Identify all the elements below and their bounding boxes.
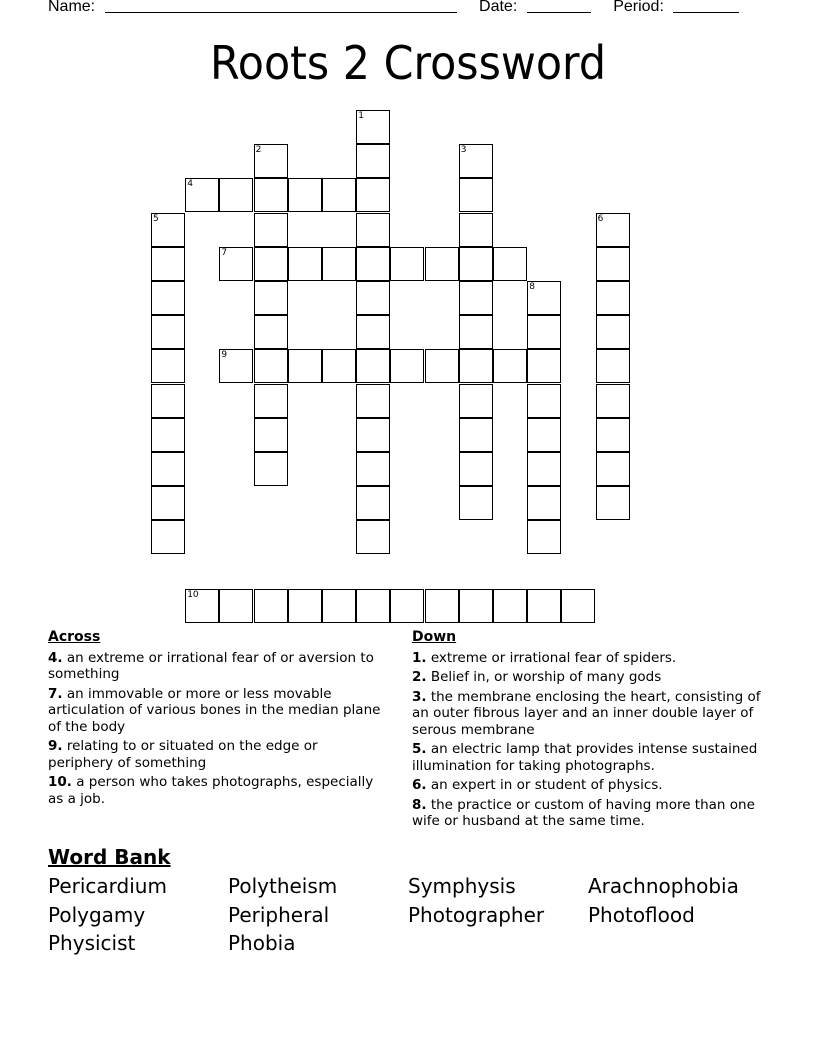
crossword-cell[interactable] xyxy=(151,281,185,315)
across-clues xyxy=(48,629,383,810)
clue-across-4 xyxy=(48,650,383,683)
crossword-cell[interactable] xyxy=(254,247,288,281)
crossword-cell[interactable] xyxy=(596,486,630,520)
word-bank-item: Symphysis xyxy=(408,874,516,898)
crossword-cell[interactable] xyxy=(254,349,288,383)
crossword-cell[interactable] xyxy=(322,247,356,281)
crossword-cell[interactable] xyxy=(459,144,493,178)
crossword-cell[interactable] xyxy=(527,452,561,486)
crossword-cell[interactable] xyxy=(356,418,390,452)
crossword-cell[interactable] xyxy=(322,349,356,383)
word-bank-item: Physicist xyxy=(48,931,136,955)
crossword-cell[interactable] xyxy=(425,349,459,383)
word-bank-item: Polygamy xyxy=(48,903,146,927)
cell-number: 10 xyxy=(187,589,199,600)
crossword-cell[interactable] xyxy=(459,315,493,349)
crossword-cell[interactable] xyxy=(185,589,219,623)
clue-down-2 xyxy=(412,669,772,686)
cell-number: 6 xyxy=(597,213,604,224)
cell-number: 7 xyxy=(221,247,228,258)
crossword-cell[interactable] xyxy=(288,178,322,212)
crossword-cell[interactable] xyxy=(596,384,630,418)
crossword-cell[interactable] xyxy=(288,349,322,383)
word-bank-item: Pericardium xyxy=(48,874,167,898)
crossword-cell[interactable] xyxy=(322,589,356,623)
cell-number: 4 xyxy=(187,179,193,190)
crossword-cell[interactable] xyxy=(151,520,185,554)
crossword-cell[interactable] xyxy=(151,213,185,247)
crossword-cell[interactable] xyxy=(254,452,288,486)
crossword-cell[interactable] xyxy=(527,418,561,452)
crossword-cell[interactable] xyxy=(151,452,185,486)
crossword-cell[interactable] xyxy=(596,247,630,281)
crossword-cell[interactable] xyxy=(390,589,424,623)
word-bank-item: Photoflood xyxy=(588,903,695,927)
clue-down-8 xyxy=(412,797,772,830)
crossword-cell[interactable] xyxy=(493,349,527,383)
crossword-cell[interactable] xyxy=(151,384,185,418)
crossword-cell[interactable] xyxy=(390,349,424,383)
crossword-cell[interactable] xyxy=(561,589,595,623)
crossword-cell[interactable] xyxy=(596,281,630,315)
crossword-cell[interactable] xyxy=(527,520,561,554)
clue-number: 9. xyxy=(48,738,63,754)
name-label: Name: xyxy=(48,0,96,15)
clue-text: an immovable or more or less movable articulation of various bones in the median plane of the body xyxy=(48,685,381,735)
crossword-cell[interactable] xyxy=(527,486,561,520)
clue-number: 4. xyxy=(48,649,63,666)
clue-across-7 xyxy=(48,686,383,736)
clue-text: an extreme or irrational fear of or aversion to something xyxy=(48,649,374,682)
clue-down-1 xyxy=(412,650,772,667)
clue-text: relating to or situated on the edge or periphery of something xyxy=(48,738,318,771)
crossword-cell[interactable] xyxy=(356,213,390,247)
crossword-cell[interactable] xyxy=(459,281,493,315)
down-heading: Down xyxy=(412,629,457,645)
crossword-cell[interactable] xyxy=(459,418,493,452)
cell-number: 3 xyxy=(460,145,467,156)
crossword-cell[interactable] xyxy=(151,247,185,281)
crossword-cell[interactable] xyxy=(254,281,288,315)
crossword-cell[interactable] xyxy=(527,315,561,349)
cell-number: 2 xyxy=(255,145,262,156)
crossword-cell[interactable] xyxy=(219,247,253,281)
crossword-cell[interactable] xyxy=(356,144,390,178)
crossword-cell[interactable] xyxy=(356,520,390,554)
crossword-cell[interactable] xyxy=(459,384,493,418)
cell-number: 1 xyxy=(358,111,364,121)
crossword-cell[interactable] xyxy=(254,418,288,452)
crossword-cell[interactable] xyxy=(493,247,527,281)
crossword-cell[interactable] xyxy=(356,486,390,520)
crossword-cell[interactable] xyxy=(185,178,219,212)
word-bank-item: Peripheral xyxy=(228,903,330,927)
crossword-cell[interactable] xyxy=(459,486,493,520)
word-bank-item: Arachnophobia xyxy=(588,874,739,898)
clue-text: the membrane enclosing the heart, consisting of an outer fibrous layer and an inner double layer of serous membrane xyxy=(412,688,761,738)
across-heading: Across xyxy=(48,629,101,645)
clue-down-5 xyxy=(412,741,772,774)
clue-text: extreme or irrational fear of spiders. xyxy=(430,649,677,666)
crossword-cell[interactable] xyxy=(459,349,493,383)
clue-text: Belief in, or worship of many gods xyxy=(430,669,662,685)
crossword-cell[interactable] xyxy=(459,247,493,281)
crossword-cell[interactable] xyxy=(254,589,288,623)
crossword-cell[interactable] xyxy=(151,315,185,349)
crossword-cell[interactable] xyxy=(356,589,390,623)
crossword-cell[interactable] xyxy=(527,281,561,315)
cell-number: 9 xyxy=(221,350,228,361)
crossword-cell[interactable] xyxy=(254,178,288,212)
crossword-cell[interactable] xyxy=(493,589,527,623)
crossword-cell[interactable] xyxy=(356,315,390,349)
clue-number: 3. xyxy=(412,688,427,705)
clue-down-6 xyxy=(412,777,772,794)
page-title: Roots 2 Crossword xyxy=(209,36,607,90)
crossword-cell[interactable] xyxy=(356,384,390,418)
crossword-cell[interactable] xyxy=(356,110,390,144)
crossword-cell[interactable] xyxy=(596,213,630,247)
crossword-cell[interactable] xyxy=(254,213,288,247)
crossword-cell[interactable] xyxy=(596,418,630,452)
crossword-cell[interactable] xyxy=(151,418,185,452)
word-bank-title: Word Bank xyxy=(48,845,171,869)
crossword-cell[interactable] xyxy=(288,247,322,281)
crossword-cell[interactable] xyxy=(459,213,493,247)
clue-across-10 xyxy=(48,774,383,807)
crossword-cell[interactable] xyxy=(254,315,288,349)
crossword-cell[interactable] xyxy=(288,589,322,623)
word-bank-item: Photographer xyxy=(408,903,545,927)
crossword-cell[interactable] xyxy=(219,589,253,623)
clue-number: 6. xyxy=(412,777,427,793)
period-label: Period: xyxy=(613,0,664,15)
clue-down-3 xyxy=(412,689,772,739)
crossword-cell[interactable] xyxy=(219,349,253,383)
crossword-cell[interactable] xyxy=(219,178,253,212)
crossword-cell[interactable] xyxy=(459,178,493,212)
crossword-cell[interactable] xyxy=(390,247,424,281)
clue-number: 5. xyxy=(412,741,427,757)
down-clues xyxy=(412,629,772,833)
crossword-cell[interactable] xyxy=(459,452,493,486)
crossword-cell[interactable] xyxy=(527,384,561,418)
clue-number: 2. xyxy=(412,669,427,685)
crossword-cell[interactable] xyxy=(425,589,459,623)
crossword-cell[interactable] xyxy=(527,349,561,383)
crossword-cell[interactable] xyxy=(527,589,561,623)
crossword-cell[interactable] xyxy=(322,178,356,212)
clue-text: an expert in or student of physics. xyxy=(430,777,663,793)
clue-across-9 xyxy=(48,738,383,771)
crossword-cell[interactable] xyxy=(425,247,459,281)
clue-text: an electric lamp that provides intense sustained illumination for taking photographs. xyxy=(412,741,758,774)
crossword-cell[interactable] xyxy=(151,486,185,520)
crossword-cell[interactable] xyxy=(356,281,390,315)
crossword-cell[interactable] xyxy=(254,384,288,418)
crossword-cell[interactable] xyxy=(356,349,390,383)
clue-text: the practice or custom of having more than one wife or husband at the same time. xyxy=(412,796,755,829)
crossword-cell[interactable] xyxy=(356,452,390,486)
clue-text: a person who takes photographs, especially as a job. xyxy=(48,774,374,807)
clue-number: 1. xyxy=(412,649,427,666)
date-label: Date: xyxy=(479,0,518,15)
crossword-cell[interactable] xyxy=(459,589,493,623)
word-bank-item: Polytheism xyxy=(228,874,338,898)
crossword-cell[interactable] xyxy=(596,452,630,486)
crossword-cell[interactable] xyxy=(356,247,390,281)
clue-number: 10. xyxy=(48,774,72,790)
crossword-cell[interactable] xyxy=(596,349,630,383)
clue-number: 7. xyxy=(48,685,63,702)
clue-number: 8. xyxy=(412,796,427,813)
crossword-cell[interactable] xyxy=(356,178,390,212)
crossword-cell[interactable] xyxy=(596,315,630,349)
cell-number: 5 xyxy=(153,213,159,224)
word-bank-item: Phobia xyxy=(228,931,296,955)
cell-number: 8 xyxy=(529,282,535,292)
crossword-cell[interactable] xyxy=(254,144,288,178)
crossword-cell[interactable] xyxy=(151,349,185,383)
